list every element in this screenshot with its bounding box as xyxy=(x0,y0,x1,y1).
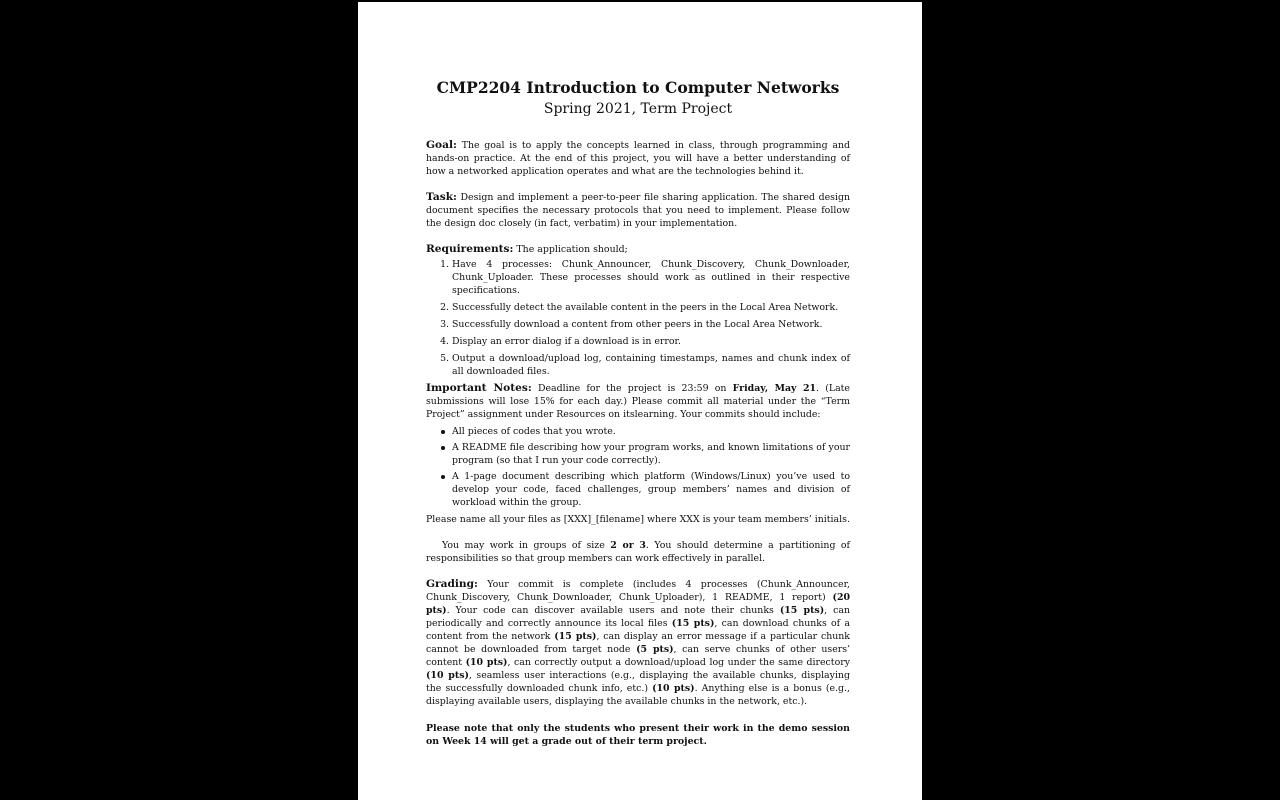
grading-points: (20 pts) xyxy=(426,592,850,616)
groups-text-1: You may work in groups of size xyxy=(442,540,605,551)
naming-paragraph: Please name all your files as [XXX]_[filename] where XXX is your team members’ initials. xyxy=(426,514,850,525)
grading-text: , seamless user interactions (e.g., displaying the available chunks, displaying the successfully downloaded chunk info, etc.) xyxy=(426,670,850,694)
notes-bullet-item: All pieces of codes that you wrote. xyxy=(452,425,850,438)
groups-text-2: . You should determine a partitioning of responsibilities so that group members can work effectively in parallel. xyxy=(426,540,851,564)
grading-points: (10 pts) xyxy=(465,657,508,668)
notes-bullet-item: A 1-page document describing which platform (Windows/Linux) you’ve used to develop your code, faced challenges, group members’ names and division of workload within the group. xyxy=(452,471,850,508)
groups-paragraph xyxy=(426,539,850,565)
grading-points: (15 pts) xyxy=(779,605,825,616)
requirements-intro: The application should; xyxy=(516,244,628,255)
document-title: CMP2204 Introduction to Computer Networks xyxy=(436,78,840,97)
grading-points: (10 pts) xyxy=(652,683,695,694)
grading-text: . Anything else is a bonus (e.g., displaying available users, displaying the available chunks in the network, etc.). xyxy=(426,683,851,707)
grading-text: , can serve chunks of other users’ content xyxy=(426,644,851,668)
grading-text: Your commit is complete (includes 4 processes (Chunk_Announcer, Chunk_Discovery, Chunk_Downloader, Chunk_Uploader), 1 README, 1 report) xyxy=(426,579,850,603)
grading-text: , can download chunks of a content from the network xyxy=(426,618,850,642)
requirement-item: 1. Have 4 processes: Chunk_Announcer, Chunk_Discovery, Chunk_Downloader, Chunk_Uploader. These processes should work as outlined in their respective specifications. xyxy=(452,258,850,297)
requirement-item: 2. Successfully detect the available content in the peers in the Local Area Network. xyxy=(452,301,850,314)
document-page xyxy=(358,2,922,800)
grading-text: , can correctly output a download/upload log under the same directory xyxy=(507,657,850,668)
notes-heading: Important Notes: xyxy=(426,382,532,394)
grading-points: (15 pts) xyxy=(671,618,715,629)
requirements-heading: Requirements: xyxy=(426,243,514,255)
task-paragraph xyxy=(426,191,850,230)
notes-bullet-list xyxy=(426,425,850,509)
final-note: Please note that only the students who present their work in the demo session on Week 14 will get a grade out of their term project. xyxy=(426,723,850,747)
document-subtitle: Spring 2021, Term Project xyxy=(543,101,733,117)
notes-deadline: Friday, May 21 xyxy=(732,383,817,394)
notes-bullet-item: A README file describing how your program works, and known limitations of your program (so that I run your code correctly). xyxy=(452,442,850,466)
grading-heading: Grading: xyxy=(426,578,478,590)
grading-points: (5 pts) xyxy=(636,644,674,655)
document-content xyxy=(426,78,850,761)
task-heading: Task: xyxy=(426,191,457,203)
grading-points: (15 pts) xyxy=(554,631,597,642)
requirement-item: 5. Output a download/upload log, containing timestamps, names and chunk index of all downloaded files. xyxy=(452,352,850,378)
grading-text: . Your code can discover available users and note their chunks xyxy=(446,605,774,616)
grading-text: , can display an error message if a particular chunk cannot be downloaded from target node xyxy=(426,631,850,655)
requirements-list xyxy=(426,258,850,378)
groups-size: 2 or 3 xyxy=(610,540,646,551)
requirement-item: 4. Display an error dialog if a download is in error. xyxy=(452,335,850,348)
goal-paragraph xyxy=(426,139,850,178)
requirement-item: 3. Successfully download a content from other peers in the Local Area Network. xyxy=(452,318,850,331)
grading-text: , can periodically and correctly announce its local files xyxy=(426,605,850,629)
requirements-section xyxy=(426,243,850,378)
goal-heading: Goal: xyxy=(426,139,457,151)
notes-text-2: . (Late submissions will lose 15% for each day.) Please commit all material under the “Term Project” assignment under Resources on itslearning. Your commits should include: xyxy=(426,383,850,420)
goal-text: The goal is to apply the concepts learned in class, through programming and hands-on practice. At the end of this project, you will have a better understanding of how a networked application operates and what are the technologies behind it. xyxy=(426,140,850,177)
task-text: Design and implement a peer-to-peer file sharing application. The shared design document specifies the necessary protocols that you need to implement. Please follow the design doc closely (in fact, verbatim) in your implementation. xyxy=(426,192,850,229)
notes-text-1: Deadline for the project is 23:59 on xyxy=(537,383,727,394)
grading-paragraph xyxy=(426,578,850,708)
notes-section xyxy=(426,382,850,509)
grading-points: (10 pts) xyxy=(426,670,469,681)
